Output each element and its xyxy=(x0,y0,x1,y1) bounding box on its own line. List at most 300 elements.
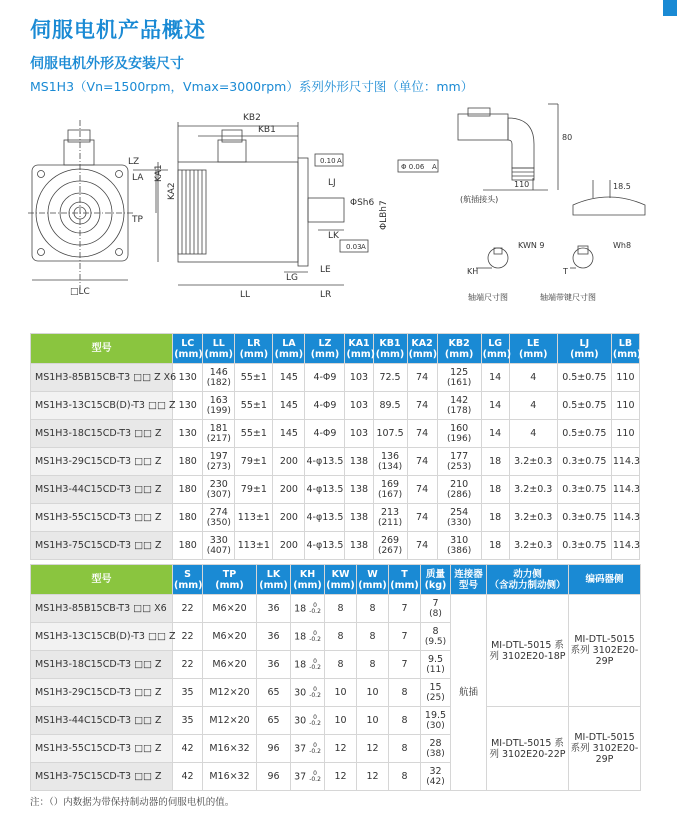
la-cell: 200 xyxy=(273,476,305,504)
ka1-cell: 138 xyxy=(345,448,373,476)
ka1-cell: 138 xyxy=(345,532,373,560)
le-cell: 4 xyxy=(509,364,557,392)
ka2-cell: 74 xyxy=(407,448,437,476)
model-cell: MS1H3-55C15CD-T3 □□ Z xyxy=(31,504,173,532)
kh-tol-lower: -0.2 xyxy=(309,747,321,755)
ll-cell-value: 181 xyxy=(209,422,228,434)
ll-cell xyxy=(203,504,235,532)
kh-tol-upper: 0 xyxy=(313,741,317,749)
lc-cell: 130 xyxy=(173,420,203,448)
t-cell: 7 xyxy=(389,623,421,651)
kb2-cell-brake-value: (196) xyxy=(447,433,472,444)
label-kwn9: KWN 9 xyxy=(518,241,545,250)
label-lj: LJ xyxy=(328,178,336,188)
le-cell: 4 xyxy=(509,392,557,420)
kh-tol-lower: -0.2 xyxy=(309,607,321,615)
kb2-cell-brake-value: (161) xyxy=(447,377,472,388)
w-cell: 8 xyxy=(357,595,389,623)
power-side-group2-cell: MI-DTL-5015 系列 3102E20-22P xyxy=(487,707,569,791)
lk-cell: 36 xyxy=(257,623,291,651)
tp-cell: M6×20 xyxy=(203,623,257,651)
kb1-cell xyxy=(373,448,407,476)
lg-cell: 18 xyxy=(481,448,509,476)
shaft-caption-1: 轴端尺寸图 xyxy=(468,293,508,302)
corner-accent-bar xyxy=(663,0,677,16)
kb1-cell xyxy=(373,392,407,420)
la-cell: 145 xyxy=(273,392,305,420)
label-ka2: KA2 xyxy=(167,182,177,200)
label-lk: LK xyxy=(328,231,339,241)
ll-cell-brake-value: (273) xyxy=(206,461,231,472)
kh-tol-lower: -0.2 xyxy=(309,775,321,783)
kb1-cell-brake-value: (211) xyxy=(377,517,403,528)
table1-row xyxy=(31,504,640,532)
lk-cell: 65 xyxy=(257,679,291,707)
label-ll: LL xyxy=(240,290,251,300)
t-cell: 7 xyxy=(389,595,421,623)
t-cell: 8 xyxy=(389,763,421,791)
tp-cell: M16×32 xyxy=(203,763,257,791)
le-cell: 4 xyxy=(509,420,557,448)
ll-cell-value: 197 xyxy=(209,450,228,462)
table1-row xyxy=(31,420,640,448)
w-cell: 10 xyxy=(357,679,389,707)
ll-cell xyxy=(203,448,235,476)
mass-cell-brake-value: (9.5) xyxy=(424,636,447,647)
table1-row xyxy=(31,476,640,504)
table2-header-row xyxy=(31,565,641,595)
s-cell: 22 xyxy=(173,623,203,651)
kw-cell: 8 xyxy=(325,651,357,679)
lb-cell: 114.3 xyxy=(611,532,639,560)
lj-cell: 0.3±0.75 xyxy=(557,476,611,504)
ll-cell xyxy=(203,420,235,448)
page-title: 伺服电机产品概述 xyxy=(30,18,206,42)
label-lc: □LC xyxy=(70,287,90,297)
label-lbh7: ΦLBh7 xyxy=(379,200,389,230)
lj-cell: 0.3±0.75 xyxy=(557,448,611,476)
lk-cell: 96 xyxy=(257,735,291,763)
kb1-cell-value: 269 xyxy=(380,534,400,546)
kw-cell: 10 xyxy=(325,707,357,735)
lr-cell: 79±1 xyxy=(235,476,273,504)
kh-cell xyxy=(291,651,325,679)
kb1-cell xyxy=(373,476,407,504)
kb2-cell-value: 254 xyxy=(450,506,469,518)
kh-tol-lower: -0.2 xyxy=(309,691,321,699)
t-cell: 8 xyxy=(389,735,421,763)
lr-cell: 113±1 xyxy=(235,532,273,560)
ka2-cell: 74 xyxy=(407,364,437,392)
kb2-cell xyxy=(437,364,481,392)
shaft-caption-2: 轴端带键尺寸图 xyxy=(540,293,596,302)
kb2-cell xyxy=(437,448,481,476)
table1-header-ka2: KA2 (mm) xyxy=(407,334,437,364)
model-cell: MS1H3-29C15CD-T3 □□ Z xyxy=(31,448,173,476)
kb2-cell xyxy=(437,392,481,420)
lz-cell: 4-Φ9 xyxy=(305,420,345,448)
model-cell: MS1H3-44C15CD-T3 □□ Z xyxy=(31,476,173,504)
lg-cell: 18 xyxy=(481,476,509,504)
lz-cell: 4-φ13.5 xyxy=(305,532,345,560)
kh-cell xyxy=(291,707,325,735)
ll-cell-value: 330 xyxy=(209,534,228,546)
model-cell: MS1H3-18C15CD-T3 □□ Z xyxy=(31,651,173,679)
label-la: LA xyxy=(132,173,144,183)
kh-tol-upper: 0 xyxy=(313,657,317,665)
kb2-cell xyxy=(437,504,481,532)
table1-row xyxy=(31,364,640,392)
table2-header-lk: LK (mm) xyxy=(257,565,291,595)
table2-header-t: T (mm) xyxy=(389,565,421,595)
lg-cell: 18 xyxy=(481,504,509,532)
ll-cell xyxy=(203,532,235,560)
ll-cell-brake-value: (307) xyxy=(206,489,231,500)
kh-tol-lower: -0.2 xyxy=(309,635,321,643)
mass-cell-brake-value: (42) xyxy=(426,776,445,787)
lc-cell: 180 xyxy=(173,504,203,532)
kb1-cell-value: 72.5 xyxy=(379,372,401,383)
mass-cell-brake-value: (25) xyxy=(426,692,445,703)
table2-row xyxy=(31,707,641,735)
table2-row xyxy=(31,595,641,623)
table1-header-model: 型号 xyxy=(31,334,173,364)
lc-cell: 130 xyxy=(173,364,203,392)
kh-value: 30 xyxy=(294,715,307,726)
connector-view xyxy=(458,104,610,198)
kb2-cell-value: 177 xyxy=(450,450,469,462)
ll-cell xyxy=(203,392,235,420)
table1-header-lr: LR (mm) xyxy=(235,334,273,364)
ka2-cell: 74 xyxy=(407,532,437,560)
lj-cell: 0.5±0.75 xyxy=(557,392,611,420)
mass-cell xyxy=(421,651,451,679)
le-cell: 3.2±0.3 xyxy=(509,476,557,504)
kh-tolerance xyxy=(309,603,321,615)
ll-cell-value: 163 xyxy=(209,394,228,406)
power-side-group1-cell: MI-DTL-5015 系列 3102E20-18P xyxy=(487,595,569,707)
la-cell: 200 xyxy=(273,504,305,532)
lr-cell: 55±1 xyxy=(235,420,273,448)
kh-tol-lower: -0.2 xyxy=(309,663,321,671)
kb1-cell xyxy=(373,532,407,560)
mass-cell xyxy=(421,595,451,623)
lg-cell: 14 xyxy=(481,364,509,392)
lb-cell: 110 xyxy=(611,392,639,420)
kb1-cell-brake-value: (134) xyxy=(377,461,403,472)
model-cell: MS1H3-55C15CD-T3 □□ Z xyxy=(31,735,173,763)
ka1-cell: 138 xyxy=(345,476,373,504)
kb2-cell-value: 310 xyxy=(450,534,469,546)
label-tp: TP xyxy=(132,215,143,225)
label-lz: LZ xyxy=(128,157,140,167)
table1-header-kb1: KB1 (mm) xyxy=(373,334,407,364)
ka1-cell: 103 xyxy=(345,420,373,448)
table1-header-lj: LJ (mm) xyxy=(557,334,611,364)
kh-tolerance xyxy=(309,659,321,671)
lr-cell: 79±1 xyxy=(235,448,273,476)
shaft-connector-table xyxy=(30,564,641,791)
kb2-cell-value: 125 xyxy=(450,366,469,378)
model-cell: MS1H3-44C15CD-T3 □□ Z xyxy=(31,707,173,735)
label-lr: LR xyxy=(320,290,332,300)
lk-cell: 36 xyxy=(257,595,291,623)
lc-cell: 180 xyxy=(173,448,203,476)
lc-cell: 180 xyxy=(173,476,203,504)
kb2-cell-brake-value: (330) xyxy=(447,517,472,528)
s-cell: 35 xyxy=(173,707,203,735)
t-cell: 8 xyxy=(389,707,421,735)
model-cell: MS1H3-85B15CB-T3 □□ Z X6 xyxy=(31,364,173,392)
kb2-cell xyxy=(437,420,481,448)
label-flatness-ref: A xyxy=(337,157,342,165)
lj-cell: 0.3±0.75 xyxy=(557,504,611,532)
table2-header-tp: TP (mm) xyxy=(203,565,257,595)
s-cell: 22 xyxy=(173,651,203,679)
mass-cell-value: 9.5 xyxy=(427,653,444,665)
mass-cell-value: 8 xyxy=(432,625,439,637)
la-cell: 145 xyxy=(273,420,305,448)
mass-cell-value: 28 xyxy=(429,737,442,749)
ka2-cell: 74 xyxy=(407,476,437,504)
mass-cell-value: 19.5 xyxy=(424,709,447,721)
ll-cell-brake-value: (407) xyxy=(206,545,231,556)
label-kb2: KB2 xyxy=(243,113,261,123)
section-subtitle: 伺服电机外形及安装尺寸 xyxy=(30,56,184,72)
lb-cell: 114.3 xyxy=(611,448,639,476)
le-cell: 3.2±0.3 xyxy=(509,532,557,560)
kh-tolerance xyxy=(309,631,321,643)
lk-cell: 96 xyxy=(257,763,291,791)
ka2-cell: 74 xyxy=(407,392,437,420)
table1-header-ll: LL (mm) xyxy=(203,334,235,364)
side-view xyxy=(158,122,438,285)
kb2-cell-brake-value: (386) xyxy=(447,545,472,556)
ll-cell-brake-value: (182) xyxy=(206,377,231,388)
ka1-cell: 138 xyxy=(345,504,373,532)
lj-cell: 0.5±0.75 xyxy=(557,420,611,448)
kb1-cell-brake-value: (267) xyxy=(377,545,403,556)
kb1-cell-value: 89.5 xyxy=(379,400,401,411)
t-cell: 8 xyxy=(389,679,421,707)
mass-cell xyxy=(421,679,451,707)
mass-cell-value: 32 xyxy=(429,765,442,777)
motor-rear-sketch xyxy=(573,197,645,215)
encoder-side-group1-cell: MI-DTL-5015 系列 3102E20-29P xyxy=(569,595,641,707)
kb1-cell-value: 213 xyxy=(380,506,400,518)
label-dim-18-5: 18.5 xyxy=(613,182,631,191)
label-le: LE xyxy=(320,265,331,275)
label-ka1: KA1 xyxy=(154,164,164,182)
kh-cell xyxy=(291,735,325,763)
label-wh8: Wh8 xyxy=(613,241,632,250)
table1-header-lc: LC (mm) xyxy=(173,334,203,364)
lk-cell: 65 xyxy=(257,707,291,735)
ll-cell-brake-value: (217) xyxy=(206,433,231,444)
lj-cell: 0.3±0.75 xyxy=(557,532,611,560)
model-cell: MS1H3-13C15CB(D)-T3 □□ Z xyxy=(31,623,173,651)
kh-tolerance xyxy=(309,715,321,727)
s-cell: 22 xyxy=(173,595,203,623)
mass-cell-value: 7 xyxy=(432,597,439,609)
kb1-cell-value: 136 xyxy=(380,450,400,462)
mass-cell-brake-value: (30) xyxy=(426,720,445,731)
lj-cell: 0.5±0.75 xyxy=(557,364,611,392)
table2-header-kh: KH (mm) xyxy=(291,565,325,595)
kb2-cell-value: 160 xyxy=(450,422,469,434)
mass-cell xyxy=(421,623,451,651)
mass-cell xyxy=(421,735,451,763)
table2-header-encoder-side: 编码器侧 xyxy=(569,565,641,595)
lg-cell: 14 xyxy=(481,392,509,420)
ll-cell-brake-value: (350) xyxy=(206,517,231,528)
kb2-cell-value: 210 xyxy=(450,478,469,490)
kh-value: 18 xyxy=(294,603,307,614)
mass-cell-brake-value: (8) xyxy=(429,608,442,619)
lg-cell: 18 xyxy=(481,532,509,560)
kb1-cell-brake-value: (167) xyxy=(377,489,403,500)
lb-cell: 114.3 xyxy=(611,476,639,504)
kh-tol-upper: 0 xyxy=(313,601,317,609)
label-concentricity: 0.03 xyxy=(346,243,362,251)
lg-cell: 14 xyxy=(481,420,509,448)
kh-value: 37 xyxy=(294,743,307,754)
table2-header-kw: KW (mm) xyxy=(325,565,357,595)
kh-tolerance xyxy=(309,771,321,783)
lr-cell: 113±1 xyxy=(235,504,273,532)
tp-cell: M6×20 xyxy=(203,651,257,679)
kb1-cell xyxy=(373,504,407,532)
lz-cell: 4-φ13.5 xyxy=(305,476,345,504)
kh-cell xyxy=(291,763,325,791)
table1-header-le: LE (mm) xyxy=(509,334,557,364)
kh-cell xyxy=(291,595,325,623)
ll-cell-value: 146 xyxy=(209,366,228,378)
kw-cell: 8 xyxy=(325,595,357,623)
connector-type-cell: 航插 xyxy=(451,595,487,791)
lk-cell: 36 xyxy=(257,651,291,679)
w-cell: 12 xyxy=(357,763,389,791)
table1-header-lz: LZ (mm) xyxy=(305,334,345,364)
kb1-cell xyxy=(373,364,407,392)
kb2-cell-brake-value: (286) xyxy=(447,489,472,500)
kb2-cell-value: 142 xyxy=(450,394,469,406)
label-sh6: ΦSh6 xyxy=(350,198,375,208)
ll-cell-value: 274 xyxy=(209,506,228,518)
kb1-cell-value: 107.5 xyxy=(376,428,404,439)
w-cell: 10 xyxy=(357,707,389,735)
kh-tolerance xyxy=(309,687,321,699)
kb2-cell-brake-value: (253) xyxy=(447,461,472,472)
s-cell: 42 xyxy=(173,763,203,791)
kb2-cell xyxy=(437,476,481,504)
label-concentricity-ref: A xyxy=(361,243,366,251)
table2-header-connector: 连接器 型号 xyxy=(451,565,487,595)
mass-cell xyxy=(421,763,451,791)
label-kb1: KB1 xyxy=(258,125,276,135)
table2-header-s: S (mm) xyxy=(173,565,203,595)
s-cell: 35 xyxy=(173,679,203,707)
ka1-cell: 103 xyxy=(345,392,373,420)
tp-cell: M12×20 xyxy=(203,679,257,707)
table2-header-model: 型号 xyxy=(31,565,173,595)
ll-cell-brake-value: (199) xyxy=(206,405,231,416)
label-dim-110: 110 xyxy=(514,180,530,189)
kb1-cell-value: 169 xyxy=(380,478,400,490)
table2-header-power-side: 动力侧 （含动力制动侧） xyxy=(487,565,569,595)
connector-caption: (航插接头) xyxy=(460,195,499,204)
ka1-cell: 103 xyxy=(345,364,373,392)
table1-row xyxy=(31,532,640,560)
kb2-cell xyxy=(437,532,481,560)
kh-tol-upper: 0 xyxy=(313,769,317,777)
kw-cell: 8 xyxy=(325,623,357,651)
tp-cell: M6×20 xyxy=(203,595,257,623)
label-runout-ref: A xyxy=(432,163,437,171)
mass-cell-brake-value: (38) xyxy=(426,748,445,759)
label-kh: KH xyxy=(467,267,479,276)
label-flatness: 0.10 xyxy=(320,157,336,165)
lz-cell: 4-Φ9 xyxy=(305,392,345,420)
label-lg: LG xyxy=(286,273,298,283)
la-cell: 200 xyxy=(273,532,305,560)
model-cell: MS1H3-75C15CD-T3 □□ Z xyxy=(31,532,173,560)
model-cell: MS1H3-13C15CB(D)-T3 □□ Z xyxy=(31,392,173,420)
la-cell: 200 xyxy=(273,448,305,476)
mass-cell-value: 15 xyxy=(429,681,442,693)
kh-tol-upper: 0 xyxy=(313,629,317,637)
kh-value: 18 xyxy=(294,659,307,670)
kb1-cell xyxy=(373,420,407,448)
lb-cell: 114.3 xyxy=(611,504,639,532)
w-cell: 8 xyxy=(357,623,389,651)
lz-cell: 4-Φ9 xyxy=(305,364,345,392)
kw-cell: 10 xyxy=(325,679,357,707)
lz-cell: 4-φ13.5 xyxy=(305,504,345,532)
table1-header-la: LA (mm) xyxy=(273,334,305,364)
label-dim-80: 80 xyxy=(562,133,573,142)
dimension-drawing xyxy=(28,100,648,315)
kh-value: 18 xyxy=(294,631,307,642)
model-cell: MS1H3-85B15CB-T3 □□ X6 xyxy=(31,595,173,623)
ll-cell xyxy=(203,476,235,504)
la-cell: 145 xyxy=(273,364,305,392)
table1-header-lg: LG (mm) xyxy=(481,334,509,364)
kh-tol-upper: 0 xyxy=(313,685,317,693)
kh-cell xyxy=(291,623,325,651)
table2-header-mass: 质量 (kg) xyxy=(421,565,451,595)
kh-value: 37 xyxy=(294,771,307,782)
mass-cell-brake-value: (11) xyxy=(426,664,445,675)
lb-cell: 110 xyxy=(611,420,639,448)
ll-cell xyxy=(203,364,235,392)
table1-header-ka1: KA1 (mm) xyxy=(345,334,373,364)
lr-cell: 55±1 xyxy=(235,364,273,392)
front-view xyxy=(28,120,168,290)
kh-cell xyxy=(291,679,325,707)
table1-row xyxy=(31,392,640,420)
dimension-table xyxy=(30,333,640,560)
ll-cell-value: 230 xyxy=(209,478,228,490)
footnote: 注：（）内数据为带保持制动器的伺服电机的值。 xyxy=(30,797,235,808)
tp-cell: M12×20 xyxy=(203,707,257,735)
lz-cell: 4-φ13.5 xyxy=(305,448,345,476)
kh-tol-lower: -0.2 xyxy=(309,719,321,727)
s-cell: 42 xyxy=(173,735,203,763)
mass-cell xyxy=(421,707,451,735)
table1-header-kb2: KB2 (mm) xyxy=(437,334,481,364)
kh-tolerance xyxy=(309,743,321,755)
